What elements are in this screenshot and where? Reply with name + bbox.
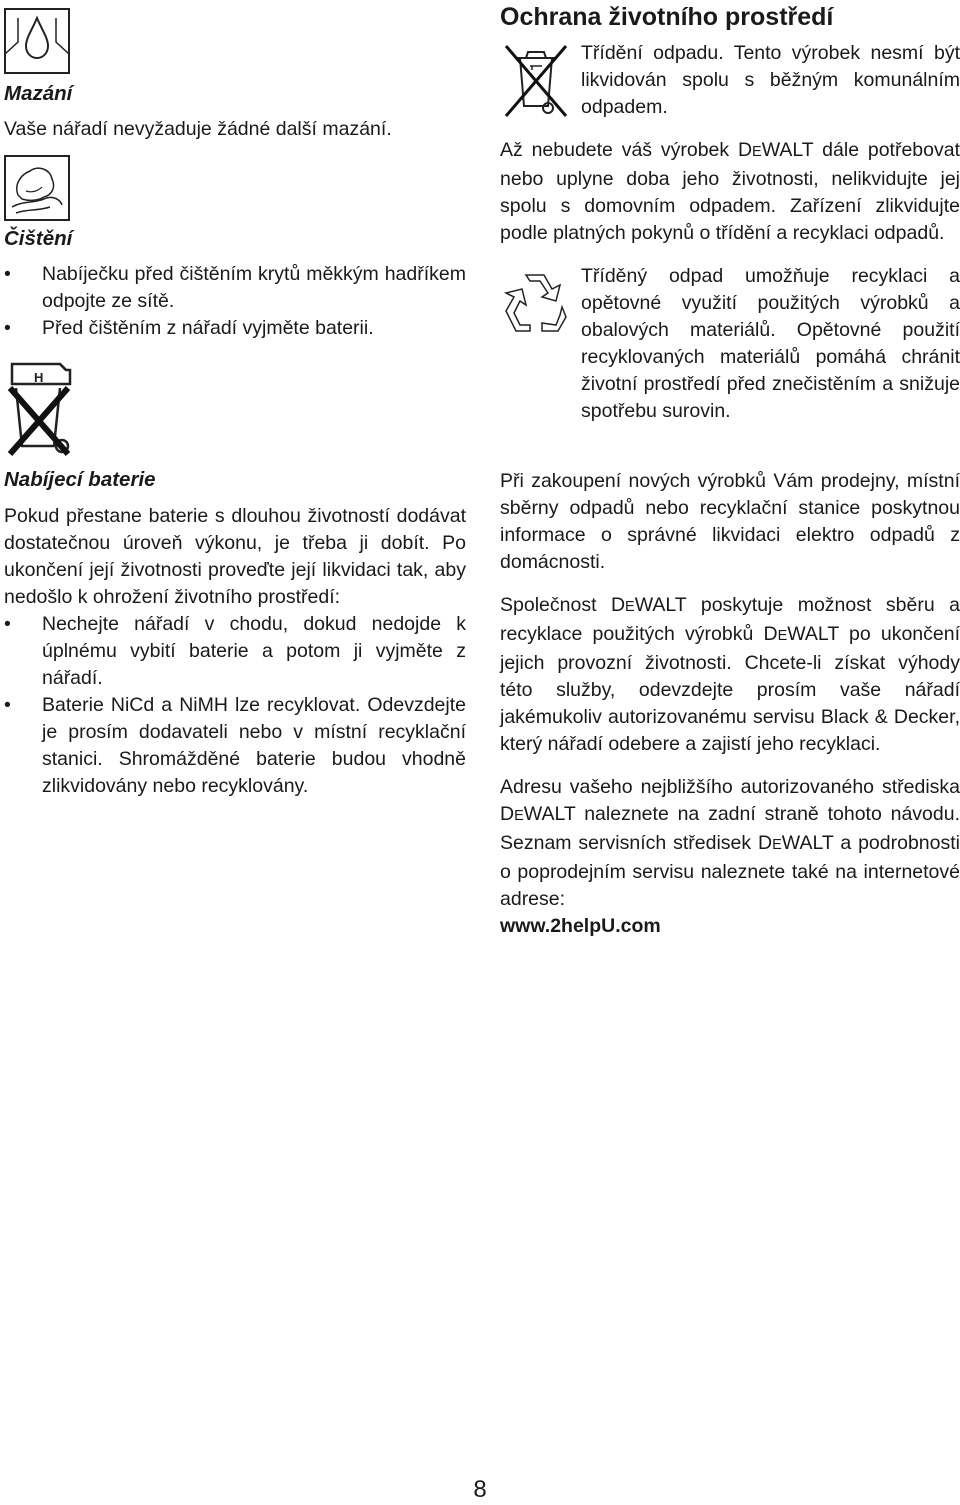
- cleaning-title: Čištění: [4, 227, 73, 250]
- text-run: E: [777, 628, 788, 644]
- dispose-paragraph: [500, 137, 960, 247]
- text-run: Až nebudete váš výrobek D: [500, 139, 753, 161]
- list-item: • Před čištěním z nářadí vyjměte baterii.: [4, 315, 466, 342]
- text-run: Společnost D: [500, 594, 626, 616]
- lubrication-title: Mazání: [4, 82, 73, 105]
- battery-list: [4, 611, 466, 800]
- text-run: WALT poskytuje možnost sběru a recyklace použitých výrobků D: [500, 594, 960, 645]
- battery-title: Nabíjecí baterie: [4, 468, 156, 491]
- list-item: • Baterie NiCd a NiMH lze recyklovat. Odevzdejte je prosím dodavateli nebo v místní recyklační stanici. Shromážděné baterie budou vhodně zlikvidovány nebo recyklovány.: [4, 692, 466, 800]
- text-run: WALT a podrobnosti o poprodejním servisu naleznete také na internetové adrese:: [500, 832, 960, 910]
- address-paragraph: [500, 774, 960, 940]
- sorting-text: Třídění odpadu. Tento výrobek nesmí být likvidován spolu s běžným komunálním odpadem.: [581, 42, 960, 118]
- cleaning-list: [4, 261, 466, 342]
- text-run: WALT naleznete na zadní straně tohoto návodu. Seznam servisních středisek D: [500, 803, 960, 854]
- recycle-icon: [502, 271, 568, 337]
- cleaning-cloth-icon: [4, 155, 70, 221]
- retailer-paragraph: Při zakoupení nových výrobků Vám prodejny, místní sběrny odpadů nebo recyklační stanice poskytnou informace o správné likvidaci elektro odpadů z domácnosti.: [500, 470, 960, 573]
- environment-title: Ochrana životního prostředí: [500, 3, 834, 31]
- text-run: Adresu vašeho nejbližšího autorizovaného střediska D: [500, 776, 960, 825]
- crossed-battery-bin-icon: [4, 358, 74, 458]
- text-run: E: [514, 808, 524, 824]
- oil-drop-icon: [4, 8, 70, 74]
- sorting-block: [500, 40, 960, 121]
- text-run: E: [772, 837, 782, 853]
- crossed-wheelie-bin-icon: [502, 44, 570, 120]
- text-run: WALT po ukončení jejich provozní životnosti. Chcete-li získat výhody této služby, odevzdejte prosím vaše nářadí jakémukoliv autorizovanému servisu Black & Decker, který nářadí odebere a zajistí jeho recyklaci.: [500, 623, 960, 755]
- text-run: E: [625, 599, 635, 615]
- list-item: • Nechejte nářadí v chodu, dokud nedojde k úplnému vybití baterie a potom ji vyjměte z nářadí.: [4, 611, 466, 692]
- list-item: • Nabíječku před čištěním krytů měkkým hadříkem odpojte ze sítě.: [4, 261, 466, 315]
- recycle-text: Tříděný odpad umožňuje recyklaci a opětovné využití použitých výrobků a obalových materiálů. Opětovné použití recyklovaných materiálů pomáhá chránit životní prostředí před znečistěním a snižuje spotřebu surovin.: [581, 265, 960, 422]
- svg-text:H: H: [34, 370, 44, 385]
- recycle-block: [500, 263, 960, 452]
- text-run: WALT dále potřebovat nebo uplyne doba jeho životnosti, nelikvidujte jej spolu s domovním odpadem. Zařízení zlikvidujte podle platných pokynů o třídění a recyklaci odpadů.: [500, 139, 960, 244]
- lubrication-text: Vaše nářadí nevyžaduje žádné další mazání.: [4, 118, 392, 140]
- service-paragraph: [500, 592, 960, 758]
- text-run: E: [752, 144, 762, 160]
- website-link[interactable]: www.2helpU.com: [500, 915, 661, 937]
- left-column: [4, 0, 466, 800]
- page-number: 8: [473, 1476, 487, 1503]
- battery-text: Pokud přestane baterie s dlouhou životností dodávat dostatečnou úroveň výkonu, je třeba ji dobít. Po ukončení její životnosti proveďte její likvidaci tak, aby nedošlo k ohrožení životního prostředí:: [4, 505, 466, 608]
- right-column: [500, 0, 960, 940]
